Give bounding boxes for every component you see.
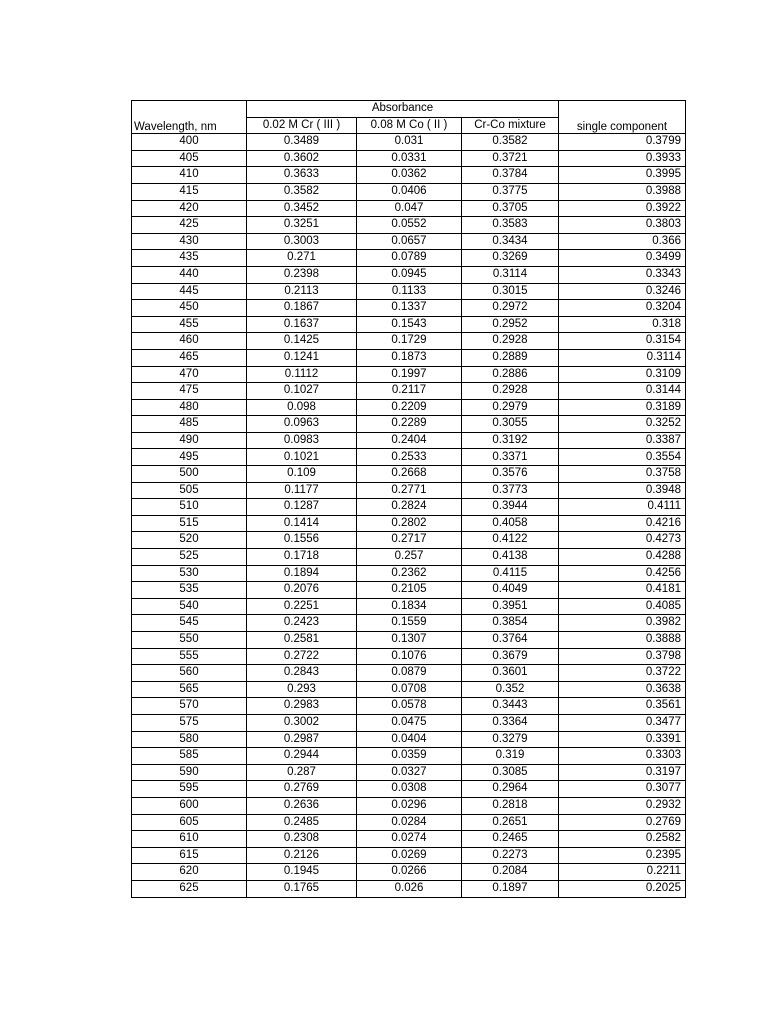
cell-single: 0.3144 (559, 383, 686, 400)
cell-mixture: 0.2651 (462, 814, 559, 831)
cell-mixture: 0.3583 (462, 217, 559, 234)
cell-single: 0.3933 (559, 150, 686, 167)
cell-mixture: 0.4115 (462, 565, 559, 582)
cell-co: 0.0331 (357, 150, 462, 167)
cell-single: 0.4085 (559, 598, 686, 615)
cell-wavelength: 525 (132, 549, 247, 566)
cell-wavelength: 555 (132, 648, 247, 665)
cell-wavelength: 510 (132, 499, 247, 516)
cell-mixture: 0.2889 (462, 349, 559, 366)
cell-co: 0.0359 (357, 748, 462, 765)
cell-co: 0.0406 (357, 183, 462, 200)
cell-co: 0.1873 (357, 349, 462, 366)
cell-wavelength: 400 (132, 134, 247, 151)
cell-mixture: 0.3085 (462, 764, 559, 781)
cell-mixture: 0.4122 (462, 532, 559, 549)
cell-mixture: 0.3443 (462, 698, 559, 715)
cell-wavelength: 490 (132, 432, 247, 449)
cell-single: 0.366 (559, 233, 686, 250)
table-row (132, 200, 686, 217)
cell-wavelength: 515 (132, 515, 247, 532)
absorbance-table (131, 100, 686, 898)
cell-cr: 0.2843 (247, 665, 357, 682)
cell-co: 0.0269 (357, 847, 462, 864)
cell-wavelength: 570 (132, 698, 247, 715)
cell-co: 0.1834 (357, 598, 462, 615)
cell-cr: 0.271 (247, 250, 357, 267)
cell-wavelength: 535 (132, 582, 247, 599)
cell-cr: 0.293 (247, 681, 357, 698)
cell-single: 0.3722 (559, 665, 686, 682)
table-row (132, 316, 686, 333)
cell-single: 0.3798 (559, 648, 686, 665)
cell-single: 0.2211 (559, 864, 686, 881)
cell-co: 0.1729 (357, 333, 462, 350)
cell-single: 0.2769 (559, 814, 686, 831)
table-row (132, 399, 686, 416)
table-row (132, 598, 686, 615)
cell-wavelength: 455 (132, 316, 247, 333)
table-row (132, 167, 686, 184)
table-row (132, 615, 686, 632)
cell-wavelength: 550 (132, 632, 247, 649)
cell-mixture: 0.2952 (462, 316, 559, 333)
cell-cr: 0.0983 (247, 432, 357, 449)
cell-single: 0.3477 (559, 714, 686, 731)
table-row (132, 515, 686, 532)
cell-co: 0.1133 (357, 283, 462, 300)
table-row (132, 383, 686, 400)
table-row (132, 466, 686, 483)
table-row (132, 764, 686, 781)
cell-co: 0.2533 (357, 449, 462, 466)
cell-single: 0.4216 (559, 515, 686, 532)
cell-mixture: 0.3582 (462, 134, 559, 151)
cell-wavelength: 415 (132, 183, 247, 200)
cell-mixture: 0.3371 (462, 449, 559, 466)
cell-wavelength: 590 (132, 764, 247, 781)
cell-mixture: 0.4049 (462, 582, 559, 599)
cell-cr: 0.1425 (247, 333, 357, 350)
cell-wavelength: 405 (132, 150, 247, 167)
table-row (132, 217, 686, 234)
cell-co: 0.1337 (357, 300, 462, 317)
table-row (132, 349, 686, 366)
cell-mixture: 0.3269 (462, 250, 559, 267)
cell-cr: 0.2636 (247, 797, 357, 814)
cell-cr: 0.2126 (247, 847, 357, 864)
cell-mixture: 0.2818 (462, 797, 559, 814)
cell-cr: 0.1945 (247, 864, 357, 881)
cell-co: 0.0327 (357, 764, 462, 781)
table-row (132, 698, 686, 715)
cell-wavelength: 520 (132, 532, 247, 549)
cell-single: 0.3988 (559, 183, 686, 200)
cell-wavelength: 425 (132, 217, 247, 234)
cell-wavelength: 435 (132, 250, 247, 267)
cell-single: 0.3888 (559, 632, 686, 649)
cell-cr: 0.3002 (247, 714, 357, 731)
cell-mixture: 0.2972 (462, 300, 559, 317)
cell-single: 0.3799 (559, 134, 686, 151)
cell-single: 0.3154 (559, 333, 686, 350)
cell-co: 0.0708 (357, 681, 462, 698)
cell-single: 0.4256 (559, 565, 686, 582)
cell-cr: 0.2423 (247, 615, 357, 632)
cell-mixture: 0.319 (462, 748, 559, 765)
cell-single: 0.3922 (559, 200, 686, 217)
cell-co: 0.0657 (357, 233, 462, 250)
cell-wavelength: 530 (132, 565, 247, 582)
cell-co: 0.2117 (357, 383, 462, 400)
cell-cr: 0.1867 (247, 300, 357, 317)
table-row (132, 831, 686, 848)
table-row (132, 864, 686, 881)
cell-cr: 0.2581 (247, 632, 357, 649)
cell-cr: 0.1021 (247, 449, 357, 466)
cell-wavelength: 475 (132, 383, 247, 400)
cell-single: 0.3995 (559, 167, 686, 184)
cell-single: 0.3387 (559, 432, 686, 449)
table-row (132, 582, 686, 599)
table-row (132, 549, 686, 566)
cell-co: 0.0578 (357, 698, 462, 715)
cell-co: 0.0274 (357, 831, 462, 848)
header-absorbance: Absorbance (247, 101, 559, 118)
cell-co: 0.0945 (357, 266, 462, 283)
cell-single: 0.3561 (559, 698, 686, 715)
cell-mixture: 0.2886 (462, 366, 559, 383)
table-row (132, 880, 686, 897)
cell-single: 0.3982 (559, 615, 686, 632)
cell-single: 0.3109 (559, 366, 686, 383)
cell-cr: 0.2722 (247, 648, 357, 665)
cell-co: 0.1997 (357, 366, 462, 383)
cell-mixture: 0.2273 (462, 847, 559, 864)
cell-mixture: 0.2928 (462, 383, 559, 400)
cell-cr: 0.3003 (247, 233, 357, 250)
cell-wavelength: 495 (132, 449, 247, 466)
cell-cr: 0.1177 (247, 482, 357, 499)
cell-mixture: 0.3951 (462, 598, 559, 615)
table-row (132, 283, 686, 300)
cell-wavelength: 595 (132, 781, 247, 798)
cell-mixture: 0.3015 (462, 283, 559, 300)
cell-wavelength: 585 (132, 748, 247, 765)
cell-mixture: 0.3773 (462, 482, 559, 499)
cell-co: 0.0284 (357, 814, 462, 831)
cell-co: 0.2668 (357, 466, 462, 483)
table-row (132, 150, 686, 167)
cell-cr: 0.2987 (247, 731, 357, 748)
cell-co: 0.2289 (357, 416, 462, 433)
cell-mixture: 0.3364 (462, 714, 559, 731)
cell-cr: 0.287 (247, 764, 357, 781)
cell-wavelength: 470 (132, 366, 247, 383)
table-row (132, 565, 686, 582)
cell-co: 0.0789 (357, 250, 462, 267)
table-row (132, 183, 686, 200)
table-row (132, 233, 686, 250)
cell-wavelength: 560 (132, 665, 247, 682)
cell-co: 0.1307 (357, 632, 462, 649)
table-row (132, 333, 686, 350)
cell-single: 0.4111 (559, 499, 686, 516)
cell-cr: 0.3582 (247, 183, 357, 200)
cell-co: 0.0296 (357, 797, 462, 814)
cell-co: 0.0475 (357, 714, 462, 731)
cell-co: 0.2404 (357, 432, 462, 449)
cell-single: 0.3252 (559, 416, 686, 433)
cell-cr: 0.109 (247, 466, 357, 483)
cell-co: 0.2717 (357, 532, 462, 549)
cell-cr: 0.1027 (247, 383, 357, 400)
cell-mixture: 0.4138 (462, 549, 559, 566)
cell-wavelength: 440 (132, 266, 247, 283)
cell-co: 0.1559 (357, 615, 462, 632)
cell-single: 0.3803 (559, 217, 686, 234)
table-row (132, 499, 686, 516)
cell-cr: 0.2398 (247, 266, 357, 283)
cell-single: 0.3197 (559, 764, 686, 781)
cell-co: 0.0879 (357, 665, 462, 682)
table-row (132, 665, 686, 682)
cell-cr: 0.1414 (247, 515, 357, 532)
table-row (132, 300, 686, 317)
cell-single: 0.3189 (559, 399, 686, 416)
cell-single: 0.4181 (559, 582, 686, 599)
cell-cr: 0.1765 (247, 880, 357, 897)
cell-co: 0.2105 (357, 582, 462, 599)
cell-mixture: 0.3055 (462, 416, 559, 433)
cell-mixture: 0.2084 (462, 864, 559, 881)
cell-co: 0.0266 (357, 864, 462, 881)
table-row (132, 449, 686, 466)
table-row (132, 648, 686, 665)
cell-single: 0.3391 (559, 731, 686, 748)
cell-mixture: 0.1897 (462, 880, 559, 897)
cell-single: 0.3499 (559, 250, 686, 267)
cell-cr: 0.2251 (247, 598, 357, 615)
cell-wavelength: 615 (132, 847, 247, 864)
cell-co: 0.2362 (357, 565, 462, 582)
cell-cr: 0.1287 (247, 499, 357, 516)
table-row (132, 781, 686, 798)
cell-mixture: 0.3434 (462, 233, 559, 250)
cell-wavelength: 430 (132, 233, 247, 250)
table-row (132, 432, 686, 449)
cell-single: 0.3554 (559, 449, 686, 466)
cell-single: 0.318 (559, 316, 686, 333)
cell-cr: 0.3633 (247, 167, 357, 184)
cell-mixture: 0.3854 (462, 615, 559, 632)
cell-single: 0.3204 (559, 300, 686, 317)
cell-cr: 0.2113 (247, 283, 357, 300)
cell-co: 0.031 (357, 134, 462, 151)
header-wavelength: Wavelength, nm (132, 101, 247, 134)
cell-co: 0.257 (357, 549, 462, 566)
table-row (132, 797, 686, 814)
cell-cr: 0.2769 (247, 781, 357, 798)
header-co: 0.08 M Co ( II ) (357, 117, 462, 134)
cell-single: 0.3303 (559, 748, 686, 765)
cell-co: 0.047 (357, 200, 462, 217)
cell-single: 0.3077 (559, 781, 686, 798)
cell-wavelength: 600 (132, 797, 247, 814)
table-row (132, 814, 686, 831)
table-row (132, 266, 686, 283)
cell-co: 0.2824 (357, 499, 462, 516)
cell-co: 0.026 (357, 880, 462, 897)
header-single-component: single component (559, 101, 686, 134)
cell-cr: 0.2076 (247, 582, 357, 599)
cell-cr: 0.2983 (247, 698, 357, 715)
table-body (132, 134, 686, 897)
cell-mixture: 0.3721 (462, 150, 559, 167)
cell-single: 0.2932 (559, 797, 686, 814)
cell-mixture: 0.4058 (462, 515, 559, 532)
cell-mixture: 0.3114 (462, 266, 559, 283)
cell-mixture: 0.2465 (462, 831, 559, 848)
cell-cr: 0.2308 (247, 831, 357, 848)
cell-wavelength: 460 (132, 333, 247, 350)
table-row (132, 482, 686, 499)
cell-wavelength: 545 (132, 615, 247, 632)
table-row (132, 366, 686, 383)
cell-wavelength: 625 (132, 880, 247, 897)
cell-mixture: 0.2979 (462, 399, 559, 416)
cell-wavelength: 540 (132, 598, 247, 615)
cell-single: 0.4273 (559, 532, 686, 549)
cell-wavelength: 480 (132, 399, 247, 416)
cell-single: 0.2395 (559, 847, 686, 864)
cell-co: 0.0404 (357, 731, 462, 748)
cell-wavelength: 620 (132, 864, 247, 881)
table-row (132, 632, 686, 649)
cell-single: 0.3343 (559, 266, 686, 283)
cell-wavelength: 610 (132, 831, 247, 848)
cell-co: 0.2802 (357, 515, 462, 532)
cell-wavelength: 605 (132, 814, 247, 831)
cell-mixture: 0.352 (462, 681, 559, 698)
cell-wavelength: 420 (132, 200, 247, 217)
cell-single: 0.3638 (559, 681, 686, 698)
cell-mixture: 0.3775 (462, 183, 559, 200)
header-mixture: Cr-Co mixture (462, 117, 559, 134)
cell-cr: 0.3452 (247, 200, 357, 217)
cell-mixture: 0.3705 (462, 200, 559, 217)
table-row (132, 847, 686, 864)
table-row (132, 714, 686, 731)
cell-cr: 0.3251 (247, 217, 357, 234)
table-row (132, 532, 686, 549)
cell-wavelength: 575 (132, 714, 247, 731)
cell-mixture: 0.3601 (462, 665, 559, 682)
cell-mixture: 0.3944 (462, 499, 559, 516)
cell-cr: 0.2485 (247, 814, 357, 831)
cell-cr: 0.1637 (247, 316, 357, 333)
cell-mixture: 0.3192 (462, 432, 559, 449)
cell-cr: 0.3489 (247, 134, 357, 151)
cell-wavelength: 505 (132, 482, 247, 499)
cell-cr: 0.1718 (247, 549, 357, 566)
cell-single: 0.3948 (559, 482, 686, 499)
cell-mixture: 0.3679 (462, 648, 559, 665)
table-row (132, 681, 686, 698)
cell-cr: 0.2944 (247, 748, 357, 765)
cell-single: 0.3758 (559, 466, 686, 483)
table-row (132, 416, 686, 433)
cell-mixture: 0.3279 (462, 731, 559, 748)
cell-mixture: 0.3764 (462, 632, 559, 649)
cell-wavelength: 450 (132, 300, 247, 317)
cell-mixture: 0.2928 (462, 333, 559, 350)
cell-co: 0.2771 (357, 482, 462, 499)
header-cr: 0.02 M Cr ( III ) (247, 117, 357, 134)
cell-co: 0.0308 (357, 781, 462, 798)
table-row (132, 748, 686, 765)
cell-wavelength: 485 (132, 416, 247, 433)
cell-wavelength: 465 (132, 349, 247, 366)
cell-wavelength: 410 (132, 167, 247, 184)
cell-single: 0.2025 (559, 880, 686, 897)
cell-co: 0.0552 (357, 217, 462, 234)
cell-single: 0.4288 (559, 549, 686, 566)
table-row (132, 134, 686, 151)
cell-cr: 0.1556 (247, 532, 357, 549)
table-row (132, 731, 686, 748)
cell-single: 0.3114 (559, 349, 686, 366)
cell-co: 0.2209 (357, 399, 462, 416)
cell-cr: 0.1112 (247, 366, 357, 383)
cell-cr: 0.3602 (247, 150, 357, 167)
cell-co: 0.1543 (357, 316, 462, 333)
cell-single: 0.3246 (559, 283, 686, 300)
cell-cr: 0.1241 (247, 349, 357, 366)
cell-wavelength: 565 (132, 681, 247, 698)
cell-cr: 0.098 (247, 399, 357, 416)
cell-wavelength: 445 (132, 283, 247, 300)
cell-cr: 0.1894 (247, 565, 357, 582)
cell-single: 0.2582 (559, 831, 686, 848)
cell-mixture: 0.2964 (462, 781, 559, 798)
cell-mixture: 0.3784 (462, 167, 559, 184)
cell-mixture: 0.3576 (462, 466, 559, 483)
cell-co: 0.0362 (357, 167, 462, 184)
table-row (132, 250, 686, 267)
cell-wavelength: 580 (132, 731, 247, 748)
cell-cr: 0.0963 (247, 416, 357, 433)
cell-wavelength: 500 (132, 466, 247, 483)
cell-co: 0.1076 (357, 648, 462, 665)
